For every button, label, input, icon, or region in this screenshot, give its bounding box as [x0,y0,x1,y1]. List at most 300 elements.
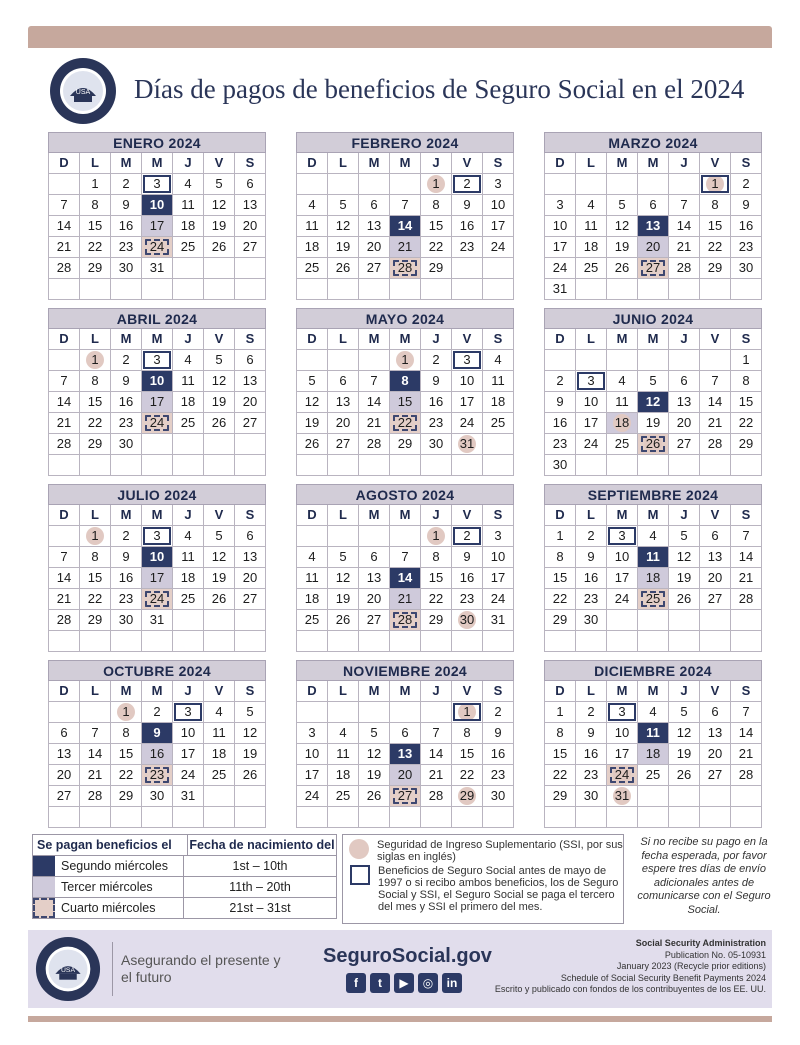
day-cell: 24 [142,413,173,434]
day-cell: 18 [638,744,669,765]
empty-cell [421,279,452,300]
day-cell: 5 [638,371,669,392]
day-cell: 16 [111,392,142,413]
day-cell: 12 [328,568,359,589]
empty-cell [359,631,390,652]
day-cell: 20 [700,568,731,589]
month-grid [544,153,762,300]
day-cell: 17 [607,744,638,765]
day-cell: 5 [235,702,266,723]
legend-label: Cuarto miércoles [61,901,156,915]
empty-cell [142,434,173,455]
day-cell: 30 [111,610,142,631]
day-cell: 16 [452,568,483,589]
day-cell: 5 [204,526,235,547]
empty-cell [80,631,111,652]
twitter-icon[interactable]: t [370,973,390,993]
month-title: JULIO 2024 [48,484,266,505]
empty-cell [576,174,607,195]
day-cell: 18 [173,216,204,237]
day-cell: 3 [297,723,328,744]
day-cell: 30 [576,610,607,631]
empty-cell [49,807,80,828]
weekday-label: M [359,329,390,350]
day-cell: 28 [700,434,731,455]
empty-cell [700,631,731,652]
day-cell: 23 [483,765,514,786]
day-cell: 8 [421,547,452,568]
day-cell: 11 [638,547,669,568]
month-calendar [48,660,266,828]
day-cell: 23 [731,237,762,258]
day-cell: 30 [483,786,514,807]
day-cell: 28 [731,765,762,786]
day-cell: 14 [700,392,731,413]
day-cell: 10 [173,723,204,744]
day-cell: 10 [452,371,483,392]
day-cell: 4 [297,547,328,568]
day-cell: 14 [731,723,762,744]
day-cell: 1 [390,350,421,371]
empty-cell [297,350,328,371]
day-cell: 14 [669,216,700,237]
day-cell: 19 [669,568,700,589]
empty-cell [545,350,576,371]
instagram-icon[interactable]: ◎ [418,973,438,993]
empty-cell [700,279,731,300]
day-cell: 17 [142,392,173,413]
day-cell: 21 [669,237,700,258]
empty-cell [576,807,607,828]
weekday-label: V [700,505,731,526]
weekday-label: J [669,681,700,702]
day-cell: 20 [235,216,266,237]
day-cell: 27 [359,610,390,631]
org-name: Social Security Administration [635,938,766,948]
empty-cell [390,807,421,828]
day-cell: 20 [235,568,266,589]
day-cell: 18 [483,392,514,413]
weekday-label: M [390,505,421,526]
day-cell: 14 [390,216,421,237]
empty-cell [638,174,669,195]
day-cell: 6 [49,723,80,744]
day-cell: 25 [576,258,607,279]
day-cell: 18 [173,392,204,413]
facebook-icon[interactable]: f [346,973,366,993]
day-cell: 11 [576,216,607,237]
day-cell: 10 [142,547,173,568]
day-cell: 12 [235,723,266,744]
empty-cell [359,174,390,195]
weekday-label: D [545,153,576,174]
day-cell: 18 [607,413,638,434]
day-cell: 15 [731,392,762,413]
payment-legend [32,834,337,919]
day-cell: 28 [49,434,80,455]
day-cell: 9 [576,723,607,744]
day-cell: 23 [142,765,173,786]
day-cell: 25 [607,434,638,455]
day-cell: 20 [638,237,669,258]
empty-cell [607,350,638,371]
website-link[interactable]: SeguroSocial.gov [323,945,492,967]
day-cell: 25 [638,589,669,610]
day-cell: 17 [607,568,638,589]
empty-cell [638,610,669,631]
month-calendar [296,308,514,476]
day-cell: 19 [204,216,235,237]
month-grid [296,681,514,828]
month-title: JUNIO 2024 [544,308,762,329]
weekday-label: D [49,329,80,350]
day-cell: 24 [142,237,173,258]
day-cell: 14 [49,216,80,237]
empty-cell [204,631,235,652]
month-grid [48,329,266,476]
day-cell: 8 [731,371,762,392]
day-cell: 20 [390,765,421,786]
empty-cell [173,279,204,300]
empty-cell [235,434,266,455]
day-cell: 4 [297,195,328,216]
month-grid [48,681,266,828]
empty-cell [49,455,80,476]
day-cell: 1 [452,702,483,723]
day-cell: 3 [142,526,173,547]
day-cell: 1 [80,526,111,547]
empty-cell [297,455,328,476]
day-cell: 3 [483,526,514,547]
day-cell: 20 [235,392,266,413]
empty-cell [483,455,514,476]
empty-cell [49,631,80,652]
month-calendar [48,484,266,652]
day-cell: 24 [607,589,638,610]
day-cell: 6 [638,195,669,216]
day-cell: 25 [204,765,235,786]
day-cell: 11 [607,392,638,413]
day-cell: 6 [235,350,266,371]
day-cell: 16 [111,568,142,589]
weekday-label: S [235,681,266,702]
day-cell: 18 [297,237,328,258]
header [48,56,768,126]
day-cell: 14 [421,744,452,765]
day-cell: 8 [80,371,111,392]
weekday-label: M [638,681,669,702]
weekday-label: V [204,681,235,702]
day-cell: 30 [111,258,142,279]
day-cell: 11 [173,547,204,568]
weekday-label: M [607,153,638,174]
weekday-label: V [452,681,483,702]
empty-cell [235,279,266,300]
empty-cell [235,631,266,652]
day-cell: 17 [483,216,514,237]
day-cell: 10 [483,195,514,216]
day-cell: 14 [49,568,80,589]
empty-cell [607,279,638,300]
day-cell: 23 [576,589,607,610]
month-calendar [48,132,266,300]
day-cell: 3 [142,350,173,371]
day-cell: 9 [731,195,762,216]
day-cell: 15 [390,392,421,413]
day-cell: 13 [235,371,266,392]
empty-cell [483,631,514,652]
day-cell: 25 [483,413,514,434]
weekday-label: J [173,329,204,350]
day-cell: 6 [700,702,731,723]
day-cell: 14 [49,392,80,413]
day-cell: 6 [235,174,266,195]
weekday-label: S [235,505,266,526]
weekday-label: M [638,153,669,174]
day-cell: 27 [235,413,266,434]
youtube-icon[interactable]: ▶ [394,973,414,993]
day-cell: 12 [638,392,669,413]
day-cell: 31 [607,786,638,807]
empty-cell [669,174,700,195]
empty-cell [452,807,483,828]
month-grid [296,153,514,300]
empty-cell [111,279,142,300]
empty-cell [700,455,731,476]
day-cell: 8 [80,547,111,568]
weekday-label: L [80,329,111,350]
day-cell: 26 [328,258,359,279]
day-cell: 3 [607,702,638,723]
day-cell: 29 [421,610,452,631]
day-cell: 17 [545,237,576,258]
empty-cell [731,786,762,807]
empty-cell [576,279,607,300]
empty-cell [545,807,576,828]
day-cell: 3 [142,174,173,195]
day-cell: 29 [80,434,111,455]
day-cell: 23 [421,413,452,434]
day-cell: 20 [669,413,700,434]
day-cell: 20 [359,237,390,258]
linkedin-icon[interactable]: in [442,973,462,993]
day-cell: 5 [328,195,359,216]
day-cell: 17 [452,392,483,413]
day-cell: 16 [483,744,514,765]
day-cell: 2 [731,174,762,195]
day-cell: 2 [545,371,576,392]
day-cell: 3 [545,195,576,216]
day-cell: 23 [111,589,142,610]
day-cell: 4 [638,526,669,547]
day-cell: 7 [731,526,762,547]
empty-cell [731,279,762,300]
day-cell: 1 [545,526,576,547]
day-cell: 22 [700,237,731,258]
weekday-label: L [80,153,111,174]
empty-cell [390,631,421,652]
weekday-label: M [359,153,390,174]
day-cell: 1 [700,174,731,195]
empty-cell [483,258,514,279]
footer-tagline: Asegurando el presente y el futuro [121,952,281,985]
day-cell: 26 [204,589,235,610]
day-cell: 13 [638,216,669,237]
day-cell: 20 [359,589,390,610]
day-cell: 23 [452,237,483,258]
day-cell: 2 [576,526,607,547]
day-cell: 6 [235,526,266,547]
month-title: NOVIEMBRE 2024 [296,660,514,681]
day-cell: 6 [359,195,390,216]
day-cell: 30 [421,434,452,455]
day-cell: 7 [49,195,80,216]
day-cell: 2 [483,702,514,723]
day-cell: 29 [731,434,762,455]
day-cell: 17 [142,216,173,237]
day-cell: 14 [731,547,762,568]
day-cell: 7 [49,547,80,568]
empty-cell [731,610,762,631]
empty-cell [576,350,607,371]
empty-cell [607,631,638,652]
pub-line: Escrito y publicado con fondos de los contribuyentes de los EE. UU. [494,984,766,994]
empty-cell [297,279,328,300]
day-cell: 31 [545,279,576,300]
second-wednesday-swatch [33,856,55,876]
day-cell: 27 [235,589,266,610]
empty-cell [483,434,514,455]
empty-cell [607,174,638,195]
empty-cell [700,350,731,371]
day-cell: 3 [173,702,204,723]
day-cell: 13 [328,392,359,413]
day-cell: 18 [576,237,607,258]
day-cell: 13 [669,392,700,413]
weekday-label: M [638,329,669,350]
day-cell: 29 [111,786,142,807]
day-cell: 21 [359,413,390,434]
empty-cell [328,174,359,195]
day-cell: 23 [111,413,142,434]
empty-cell [173,807,204,828]
day-cell: 15 [700,216,731,237]
day-cell: 2 [576,702,607,723]
day-cell: 10 [142,371,173,392]
empty-cell [576,455,607,476]
day-cell: 26 [204,413,235,434]
day-cell: 25 [173,237,204,258]
day-cell: 11 [297,216,328,237]
empty-cell [80,455,111,476]
empty-cell [173,610,204,631]
day-cell: 12 [607,216,638,237]
day-cell: 5 [204,350,235,371]
day-cell: 7 [359,371,390,392]
day-cell: 10 [576,392,607,413]
empty-cell [607,455,638,476]
empty-cell [204,434,235,455]
pub-line: Schedule of Social Security Benefit Payments 2024 [560,972,766,983]
top-accent-bar [28,26,772,48]
day-cell: 28 [731,589,762,610]
day-cell: 29 [390,434,421,455]
day-cell: 22 [731,413,762,434]
empty-cell [700,610,731,631]
empty-cell [49,174,80,195]
empty-cell [669,786,700,807]
day-cell: 12 [204,195,235,216]
day-cell: 26 [297,434,328,455]
day-cell: 13 [235,195,266,216]
weekday-label: L [328,153,359,174]
day-cell: 31 [142,610,173,631]
month-calendar [296,660,514,828]
day-cell: 7 [731,702,762,723]
empty-cell [390,526,421,547]
day-cell: 4 [328,723,359,744]
day-cell: 22 [390,413,421,434]
weekday-label: M [142,505,173,526]
day-cell: 7 [390,547,421,568]
day-cell: 16 [576,568,607,589]
day-cell: 2 [142,702,173,723]
day-cell: 11 [638,723,669,744]
empty-cell [390,455,421,476]
weekday-label: L [80,505,111,526]
day-cell: 26 [204,237,235,258]
weekday-label: M [638,505,669,526]
day-cell: 14 [80,744,111,765]
weekday-label: V [452,505,483,526]
ssi-legend-text: Seguridad de Ingreso Suplementario (SSI, por sus siglas en inglés) [377,839,623,863]
day-cell: 22 [452,765,483,786]
weekday-label: V [452,329,483,350]
day-cell: 19 [638,413,669,434]
empty-cell [483,807,514,828]
box-square-icon [350,865,370,885]
empty-cell [359,702,390,723]
ssa-seal-logo-footer [34,935,102,1008]
month-title: MAYO 2024 [296,308,514,329]
day-cell: 29 [545,786,576,807]
month-calendar [296,132,514,300]
empty-cell [607,610,638,631]
day-cell: 15 [421,568,452,589]
day-cell: 28 [80,786,111,807]
weekday-label: D [297,681,328,702]
empty-cell [204,455,235,476]
weekday-label: S [731,153,762,174]
day-cell: 24 [483,589,514,610]
day-cell: 4 [638,702,669,723]
day-cell: 29 [545,610,576,631]
day-cell: 26 [359,786,390,807]
ssi-legend [342,834,624,924]
day-cell: 21 [731,568,762,589]
day-cell: 21 [700,413,731,434]
day-cell: 7 [80,723,111,744]
empty-cell [80,807,111,828]
day-cell: 13 [390,744,421,765]
day-cell: 29 [700,258,731,279]
day-cell: 28 [49,258,80,279]
day-cell: 18 [297,589,328,610]
weekday-label: J [421,505,452,526]
day-cell: 24 [576,434,607,455]
day-cell: 6 [328,371,359,392]
weekday-label: J [669,153,700,174]
